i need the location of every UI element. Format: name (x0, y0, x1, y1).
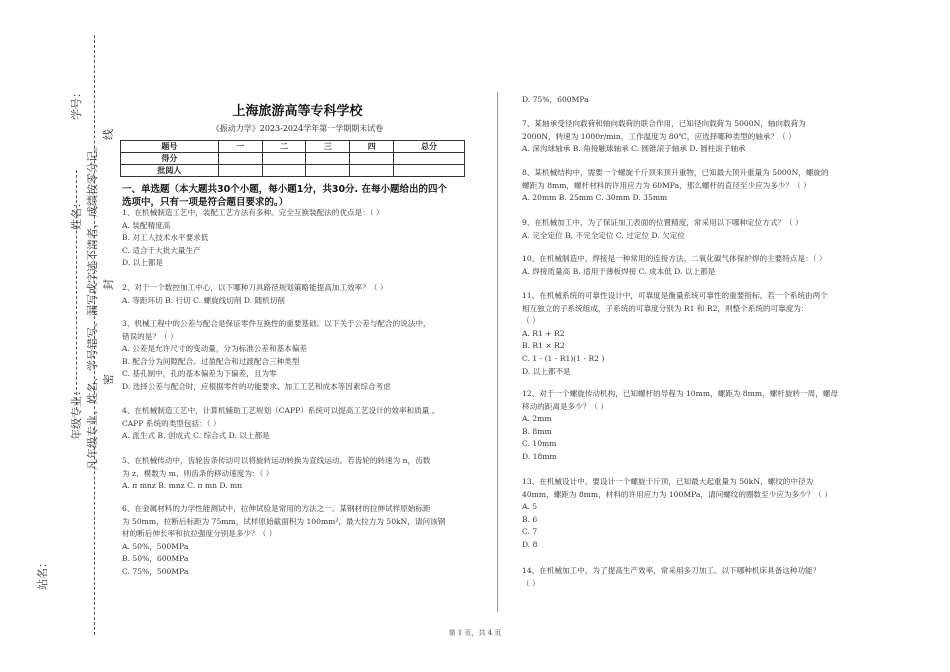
table-row (121, 141, 465, 153)
question-line: D. 8 (522, 539, 538, 549)
binding-margin (0, 0, 115, 672)
section-heading-line: 选项中，只有一项是符合题目要求的。） (122, 197, 289, 208)
question-text: 14、在机械加工中，为了提高生产效率，常采用多刀加工。以下哪种机床具备这种功能？ (522, 566, 821, 575)
table-cell[interactable] (262, 153, 306, 165)
question-line: B. R1 × R2 (522, 341, 565, 351)
binding-notice: 凡年级专业、姓名、学号错写、漏写或字迹不清者，成绩按零分记。 (86, 140, 99, 470)
page-footer: 第 1 页，共 4 页 (448, 629, 502, 637)
question-line: 为 z，模数为 m，则齿条的移动速度为：（ ） (122, 468, 274, 478)
table-cell[interactable] (350, 165, 394, 177)
table-cell: 四 (350, 141, 394, 153)
question-line: A. 装配精度高 (122, 220, 171, 230)
question-block (522, 217, 803, 242)
question-text: 11、在机械系统的可靠性设计中，可靠度是衡量系统可靠性的重要指标。若一个系统由两个 (522, 291, 828, 300)
question-line: C. 适合于大批大量生产 (122, 245, 201, 255)
question-block (122, 282, 387, 307)
table-cell: 总分 (394, 141, 465, 153)
question-text: D. 75%，600MPa (522, 95, 589, 104)
table-cell[interactable] (218, 153, 262, 165)
table-cell[interactable] (394, 165, 465, 177)
exam-title: 《振动力学》2023-2024学年第一学期期末试卷 (211, 124, 384, 133)
question-line: B. 50%，600MPa (122, 554, 189, 564)
table-cell[interactable] (306, 153, 350, 165)
question-line: B. 8mm (522, 426, 552, 436)
question-text: 1、在机械制造工艺中，装配工艺方法有多种。完全互换装配法的优点是：（ ） (122, 208, 384, 217)
question-block (522, 118, 806, 156)
table-cell[interactable] (262, 165, 306, 177)
question-block (522, 388, 838, 464)
question-line: 40mm，螺距为 8mm，材料的许用应力为 100MPa，请问螺纹的圈数至少应为多少？（ ） (522, 489, 832, 499)
question-line: B. 配合分为间隙配合、过盈配合和过渡配合三种类型 (122, 356, 300, 366)
question-line: 螺距为 8mm，螺杆材料的许用应力为 60MPa，那么螺杆的直径至少应为多少？（ ） (522, 180, 811, 190)
question-block (522, 565, 820, 590)
table-row (121, 165, 465, 177)
section-heading (122, 183, 472, 209)
label-seal: 封 (102, 279, 115, 290)
score-table (120, 140, 465, 177)
table-cell: 二 (262, 141, 306, 153)
label-name: 姓名： (70, 197, 83, 230)
question-line: 为 50mm，拉断后标距为 75mm，试样原始截面积为 100mm²，最大拉力为 50kN，请问该钢 (122, 516, 446, 526)
question-block (522, 167, 829, 205)
question-line: （ ） (522, 578, 540, 588)
question-line: C. 10mm (522, 439, 557, 449)
question-text: 10、在机械制造中，焊接是一种常用的连接方法。二氧化碳气体保护焊的主要特点是：（ ） (522, 254, 827, 263)
question-line: 移动的距离是多少？（ ） (522, 401, 608, 411)
question-line: C. 1 - (1 - R1)(1 - R2 ) (522, 353, 605, 363)
question-line: 错误的是？（ ） (122, 331, 178, 341)
question-line: A. 20mm B. 25mm C. 30mm D. 35mm (522, 193, 668, 203)
question-line: 2000N，转速为 1000r/min，工作温度为 80℃，应选择哪种类型的轴承？（ ） (522, 131, 796, 141)
table-cell[interactable] (350, 153, 394, 165)
question-block (522, 290, 828, 378)
question-line: A. R1 + R2 (522, 328, 565, 338)
question-block (522, 476, 832, 552)
question-block (122, 405, 439, 443)
question-text: 5、在机械传动中，齿轮齿条传动可以将旋转运动转换为直线运动。若齿轮的转速为 n，齿数 (122, 456, 431, 465)
question-line: A. 50%，500MPa (122, 541, 189, 551)
question-line: A. 5 (522, 502, 538, 512)
table-cell: 三 (306, 141, 350, 153)
table-cell: 题号 (121, 141, 219, 153)
table-cell[interactable] (394, 153, 465, 165)
question-line: A. 完全定位 B. 不完全定位 C. 过定位 D. 欠定位 (522, 230, 685, 240)
table-cell[interactable] (218, 165, 262, 177)
label-line: 线 (102, 129, 115, 140)
table-cell: 得分 (121, 153, 219, 165)
label-school: 站名： (36, 557, 49, 590)
question-block (522, 253, 826, 278)
column-divider (497, 92, 498, 612)
question-line: B. 对工人技术水平要求低 (122, 233, 209, 243)
question-line: A. 2mm (522, 414, 552, 424)
table-cell: 一 (218, 141, 262, 153)
table-cell[interactable] (306, 165, 350, 177)
question-line: A. 派生式 B. 创成式 C. 综合式 D. 以上都是 (122, 431, 270, 441)
question-line: D. 选择公差与配合时，应根据零件的功能要求、加工工艺和成本等因素综合考虑 (122, 381, 391, 391)
question-text: 12、对于一个螺旋传动机构，已知螺杆的导程为 10mm，螺距为 8mm，螺杆旋转一周，螺母 (522, 389, 838, 398)
school-name: 上海旅游高等专科学校 (232, 104, 363, 119)
question-text: 6、在金属材料的力学性能测试中，拉伸试验是常用的方法之一。某钢材的拉伸试样原始标距 (122, 504, 431, 513)
question-text: 2、对于一个数控加工中心，以下哪种刀具路径规划策略能提高加工效率？（ ） (122, 283, 388, 292)
label-major: 年级专业： (70, 385, 83, 440)
question-block (122, 318, 431, 394)
question-line: D. 以上都是 (122, 258, 164, 268)
question-text: 7、某轴承受径向载荷和轴向载荷的联合作用，已知径向载荷为 5000N，轴向载荷为 (522, 119, 806, 128)
question-line: C. 7 (522, 527, 538, 537)
question-block (122, 207, 384, 270)
question-line: D. 18mm (522, 451, 557, 461)
question-line: B. 6 (522, 514, 538, 524)
question-block (122, 455, 430, 493)
question-text: 3、机械工程中的公差与配合是保证零件互换性的重要基础。以下关于公差与配合的说法中， (122, 319, 431, 328)
question-line: A. π mnz B. mnz C. π mn D. mn (122, 481, 243, 491)
question-text: 4、在机械制造工艺中，计算机辅助工艺规划（CAPP）系统可以提高工艺设计的效率和质量 。 (122, 406, 440, 415)
question-line: A. 等距环切 B. 行切 C. 螺旋线切削 D. 随机切削 (122, 295, 285, 305)
section-heading-line: 一、单选题（本大题共30个小题，每小题1分，共30分. 在每小题给出的四个 (122, 184, 447, 195)
question-text: 9、在机械加工中，为了保证加工表面的位置精度，常采用以下哪种定位方式？（ ） (522, 218, 803, 227)
table-row (121, 153, 465, 165)
question-line: CAPP 系统的类型包括：（ ） (122, 418, 221, 428)
question-line: C. 75%，500MPa (122, 566, 189, 576)
label-secret: 密 (102, 374, 115, 385)
question-line: （ ） (522, 316, 540, 326)
table-cell: 批阅人 (121, 165, 219, 177)
question-line: A. 公差是允许尺寸的变动量，分为标准公差和基本偏差 (122, 344, 307, 354)
question-line: 相互独立的子系统组成，子系统的可靠度分别为 R1 和 R2，则整个系统的可靠度为： (522, 303, 809, 313)
label-student-id: 学号： (70, 87, 83, 120)
question-block (522, 94, 589, 107)
question-line: D. 以上都不是 (522, 366, 571, 376)
question-line: C. 基孔制中，孔的基本偏差为下偏差，且为零 (122, 369, 277, 379)
question-line: A. 焊接质量高 B. 适用于薄板焊接 C. 成本低 D. 以上都是 (522, 266, 716, 276)
question-block (122, 503, 445, 579)
question-line: A. 深沟球轴承 B. 角接触球轴承 C. 圆锥滚子轴承 D. 圆柱滚子轴承 (522, 144, 746, 154)
question-text: 8、某机械结构中，需要一个螺旋千斤顶来顶升重物，已知最大顶升重量为 5000N，螺旋的 (522, 168, 829, 177)
question-text: 13、在机械设计中，要设计一个螺旋千斤顶，已知最大起重量为 50kN，螺纹的中径为 (522, 477, 814, 486)
question-line: 材的断后伸长率和抗拉强度分别是多少？（ ） (122, 529, 277, 539)
